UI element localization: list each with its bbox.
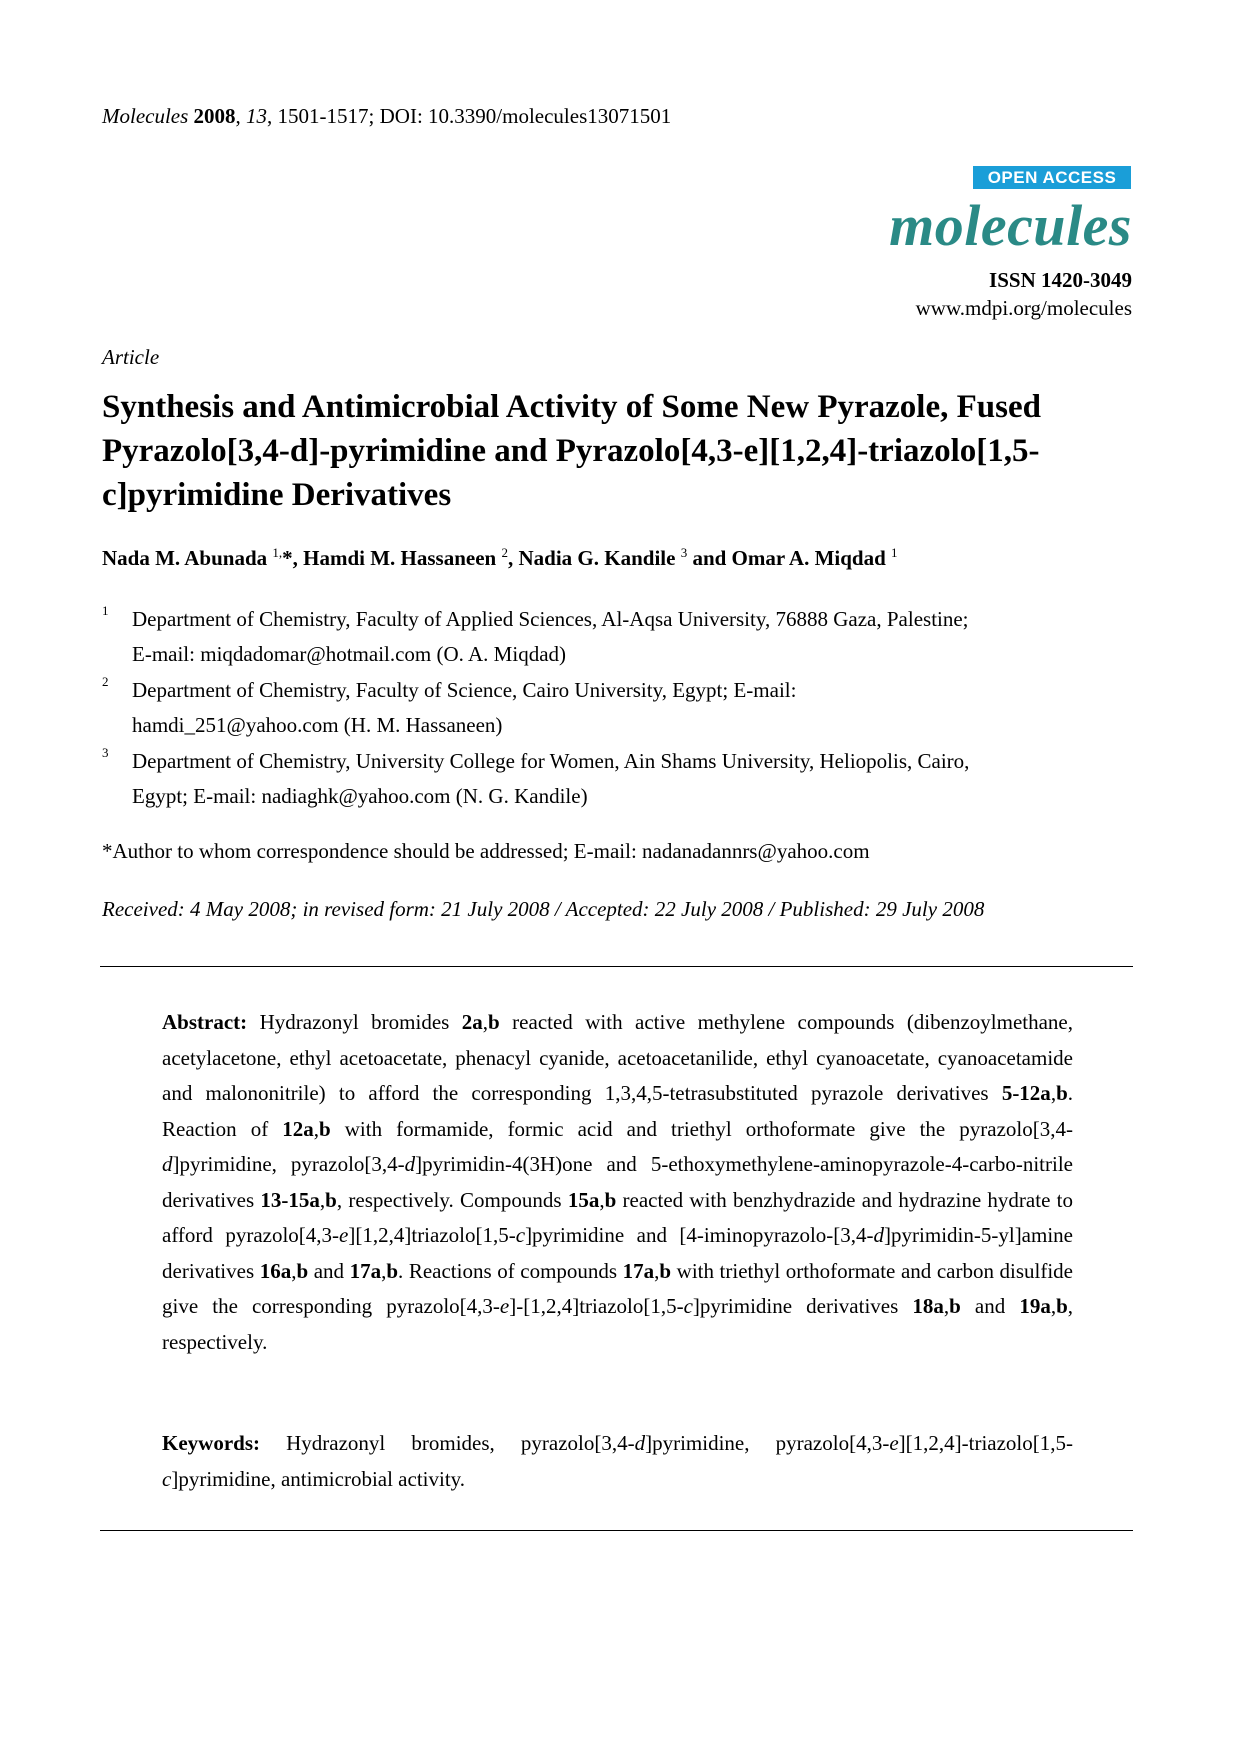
compound-ref: b <box>488 1010 500 1034</box>
abstract-text: ]pyrimidin-4(3H)one and 5-ethoxymethylene-aminopyrazole-4-carbo-nitrile derivatives <box>162 1152 1074 1212</box>
affiliation-line: Department of Chemistry, Faculty of Applied Sciences, Al-Aqsa University, 76888 Gaza, Palestine; <box>132 607 969 631</box>
author-name: Hamdi M. Hassaneen <box>303 546 497 570</box>
italic-locant: d <box>873 1223 885 1247</box>
compound-ref: 2a <box>461 1010 483 1034</box>
affiliation-line: hamdi_251@yahoo.com (H. M. Hassaneen) <box>132 713 503 737</box>
affiliation-item <box>102 744 1142 814</box>
paper-title: Synthesis and Antimicrobial Activity of Some New Pyrazole, Fused Pyrazolo[3,4-d]-pyrimidine and Pyrazolo[4,3-e][1,2,4]-triazolo[1,5-c]pyrimidine Derivatives <box>102 389 1041 513</box>
author-list: Nada M. Abunada $^{1,}$*, Hamdi M. Hassaneen $^2$, Nadia G. Kandile $^3$ and Omar A. Miqdad $^1$ <box>102 545 898 570</box>
italic-locant: d <box>634 1431 646 1455</box>
italic-locant: c <box>683 1294 693 1318</box>
compound-ref: 16a <box>259 1258 292 1283</box>
correspondence-note: *Author to whom correspondence should be addressed; E-mail: nadanadannrs@yahoo.com <box>102 839 870 863</box>
compound-ref: b <box>949 1294 961 1318</box>
compound-ref: b <box>386 1258 399 1283</box>
italic-locant: c <box>162 1466 172 1491</box>
compound-ref: b <box>659 1258 672 1283</box>
affiliation-item <box>102 602 1142 672</box>
compound-ref: b <box>319 1116 331 1141</box>
abstract-text: . Reaction of <box>162 1081 1073 1141</box>
affiliation-item <box>102 673 1142 743</box>
keywords-text: ]pyrimidine, antimicrobial activity. <box>171 1466 466 1491</box>
keywords-label: Keywords: <box>162 1431 260 1455</box>
compound-ref: 12a <box>282 1116 314 1141</box>
affiliation-number: 1 <box>102 603 109 618</box>
citation-journal: Molecules <box>102 104 189 128</box>
italic-locant: d <box>404 1152 416 1176</box>
author-affiliation-mark: 1 <box>891 545 898 560</box>
abstract-text: ]pyrimidine and [4-iminopyrazolo-[3,4- <box>525 1223 874 1247</box>
keywords-text: ]pyrimidine, pyrazolo[4,3- <box>645 1431 890 1455</box>
author-name: Nadia G. Kandile <box>518 546 676 570</box>
abstract-text: ]pyrimidine derivatives <box>692 1294 913 1318</box>
italic-locant: c <box>515 1223 526 1247</box>
abstract-text: with formamide, formic acid and triethyl orthoformate give the pyrazolo[3,4- <box>330 1116 1074 1141</box>
affiliation-line: Egypt; E-mail: nadiaghk@yahoo.com (N. G. Kandile) <box>132 784 588 808</box>
abstract-text: and <box>308 1258 350 1283</box>
citation-year: 2008 <box>193 104 236 128</box>
citation-line: Molecules 2008, 13, 1501-1517; DOI: 10.3390/molecules13071501 <box>102 104 672 128</box>
compound-ref: b <box>604 1187 617 1212</box>
open-access-badge: OPEN ACCESS <box>973 166 1131 189</box>
citation-rest: , 1501-1517; DOI: 10.3390/molecules13071501 <box>267 104 672 128</box>
author-name: Omar A. Miqdad <box>731 546 886 570</box>
compound-ref: b <box>325 1187 337 1212</box>
author-affiliation-mark: 3 <box>680 545 688 560</box>
corresponding-mark: * <box>282 546 293 570</box>
abstract-text: . Reactions of compounds <box>398 1258 623 1283</box>
bottom-divider <box>100 1530 1133 1531</box>
abstract-label: Abstract: <box>162 1010 248 1034</box>
compound-ref: 13-15a <box>260 1187 320 1212</box>
keywords <box>162 1426 1073 1497</box>
italic-locant: e <box>499 1294 510 1318</box>
abstract-text: ]pyrimidin-5-yl]amine derivatives <box>162 1223 1073 1283</box>
italic-locant: e <box>339 1223 349 1247</box>
compound-ref: 17a <box>349 1258 382 1283</box>
article-type: Article <box>102 345 160 369</box>
affiliation-line: E-mail: miqdadomar@hotmail.com (O. A. Miqdad) <box>132 642 567 666</box>
keywords-text: ][1,2,4]-triazolo[1,5- <box>898 1431 1073 1455</box>
author-affiliation-mark: 1, <box>272 545 283 560</box>
compound-ref: 17a <box>622 1258 655 1283</box>
abstract-text: reacted with benzhydrazide and hydrazine hydrate to afford pyrazolo[4,3- <box>162 1187 1074 1247</box>
publication-dates: Received: 4 May 2008; in revised form: 21 July 2008 / Accepted: 22 July 2008 / Published: 29 July 2008 <box>102 897 985 921</box>
compound-ref: 18a <box>912 1294 944 1318</box>
compound-ref: 19a <box>1019 1294 1051 1318</box>
abstract-text: Hydrazonyl bromides <box>247 1010 462 1034</box>
affiliations <box>102 602 1142 815</box>
abstract-text: reacted with active methylene compounds (dibenzoylmethane, acetylacetone, ethyl acetoacetate, phenacyl cyanide, acetoacetanilide, ethyl cyanoacetate, cyanoacetamide and malononitrile) to afford the corresponding 1,3,4,5-tetrasubstituted pyrazole derivatives <box>162 1010 1073 1105</box>
abstract-text: ]-[1,2,4]triazolo[1,5- <box>509 1294 684 1318</box>
compound-ref: 15a <box>567 1187 600 1212</box>
journal-url: www.mdpi.org/molecules <box>915 296 1132 320</box>
affiliation-number: 2 <box>102 674 109 689</box>
compound-ref: b <box>296 1258 309 1283</box>
journal-logo: molecules <box>889 193 1132 258</box>
affiliation-line: Department of Chemistry, Faculty of Science, Cairo University, Egypt; E-mail: <box>132 678 797 702</box>
abstract-text: with triethyl orthoformate and carbon disulfide give the corresponding pyrazolo[4,3- <box>162 1258 1074 1318</box>
italic-locant: d <box>162 1152 173 1176</box>
author-name: Nada M. Abunada <box>102 546 268 570</box>
abstract-text: , respectively. Compounds <box>336 1187 568 1212</box>
abstract-text: , respectively. <box>162 1294 1073 1354</box>
italic-locant: e <box>889 1431 899 1455</box>
author-affiliation-mark: 2 <box>501 545 508 560</box>
abstract-text: ][1,2,4]triazolo[1,5- <box>348 1223 516 1247</box>
affiliation-number: 3 <box>102 745 109 760</box>
compound-ref: b <box>1056 1294 1068 1318</box>
affiliation-line: Department of Chemistry, University College for Women, Ain Shams University, Heliopolis, Cairo, <box>132 749 970 773</box>
top-divider <box>100 966 1133 967</box>
compound-ref: b <box>1056 1081 1068 1105</box>
issn: ISSN 1420-3049 <box>989 268 1132 292</box>
compound-ref: 5-12a <box>1001 1081 1051 1105</box>
citation-volume: 13 <box>246 104 268 128</box>
abstract-text: and <box>960 1294 1020 1318</box>
abstract-text: ]pyrimidine, pyrazolo[3,4- <box>172 1152 405 1176</box>
keywords-text: Hydrazonyl bromides, pyrazolo[3,4- <box>260 1431 635 1455</box>
abstract: Abstract: Hydrazonyl bromides 2a,b reacted with active methylene compounds (dibenzoylmethane, acetylacetone, ethyl acetoacetate, phenacyl cyanide, acetoacetanilide, ethyl cyanoacetate, cyanoacetamide and malononitrile) to afford the corresponding 1,3,4,5-tetrasubstituted pyrazole derivatives 5-12a,b. Reaction of 12a,b with formamide, formic acid and triethyl orthoformate give the pyrazolo[3,4-d]pyrimidine, pyrazolo[3,4-d]pyrimidin-4(3H)one and 5-ethoxymethylene-aminopyrazole-4-carbo-nitrile derivatives 13-15a,b, respectively. Compounds 15a,b reacted with benzhydrazide and hydrazine hydrate to afford pyrazolo[4,3-e][1,2,4]triazolo[1,5-c]pyrimidine and [4-iminopyrazolo-[3,4-d]pyrimidin-5-yl]amine derivatives 16a,b and 17a,b. Reactions of compounds 17a,b with triethyl orthoformate and carbon disulfide give the corresponding pyrazolo[4,3-e]-[1,2,4]triazolo[1,5-c]pyrimidine derivatives 18a,b and 19a,b, respectively. <box>162 1010 1074 1354</box>
